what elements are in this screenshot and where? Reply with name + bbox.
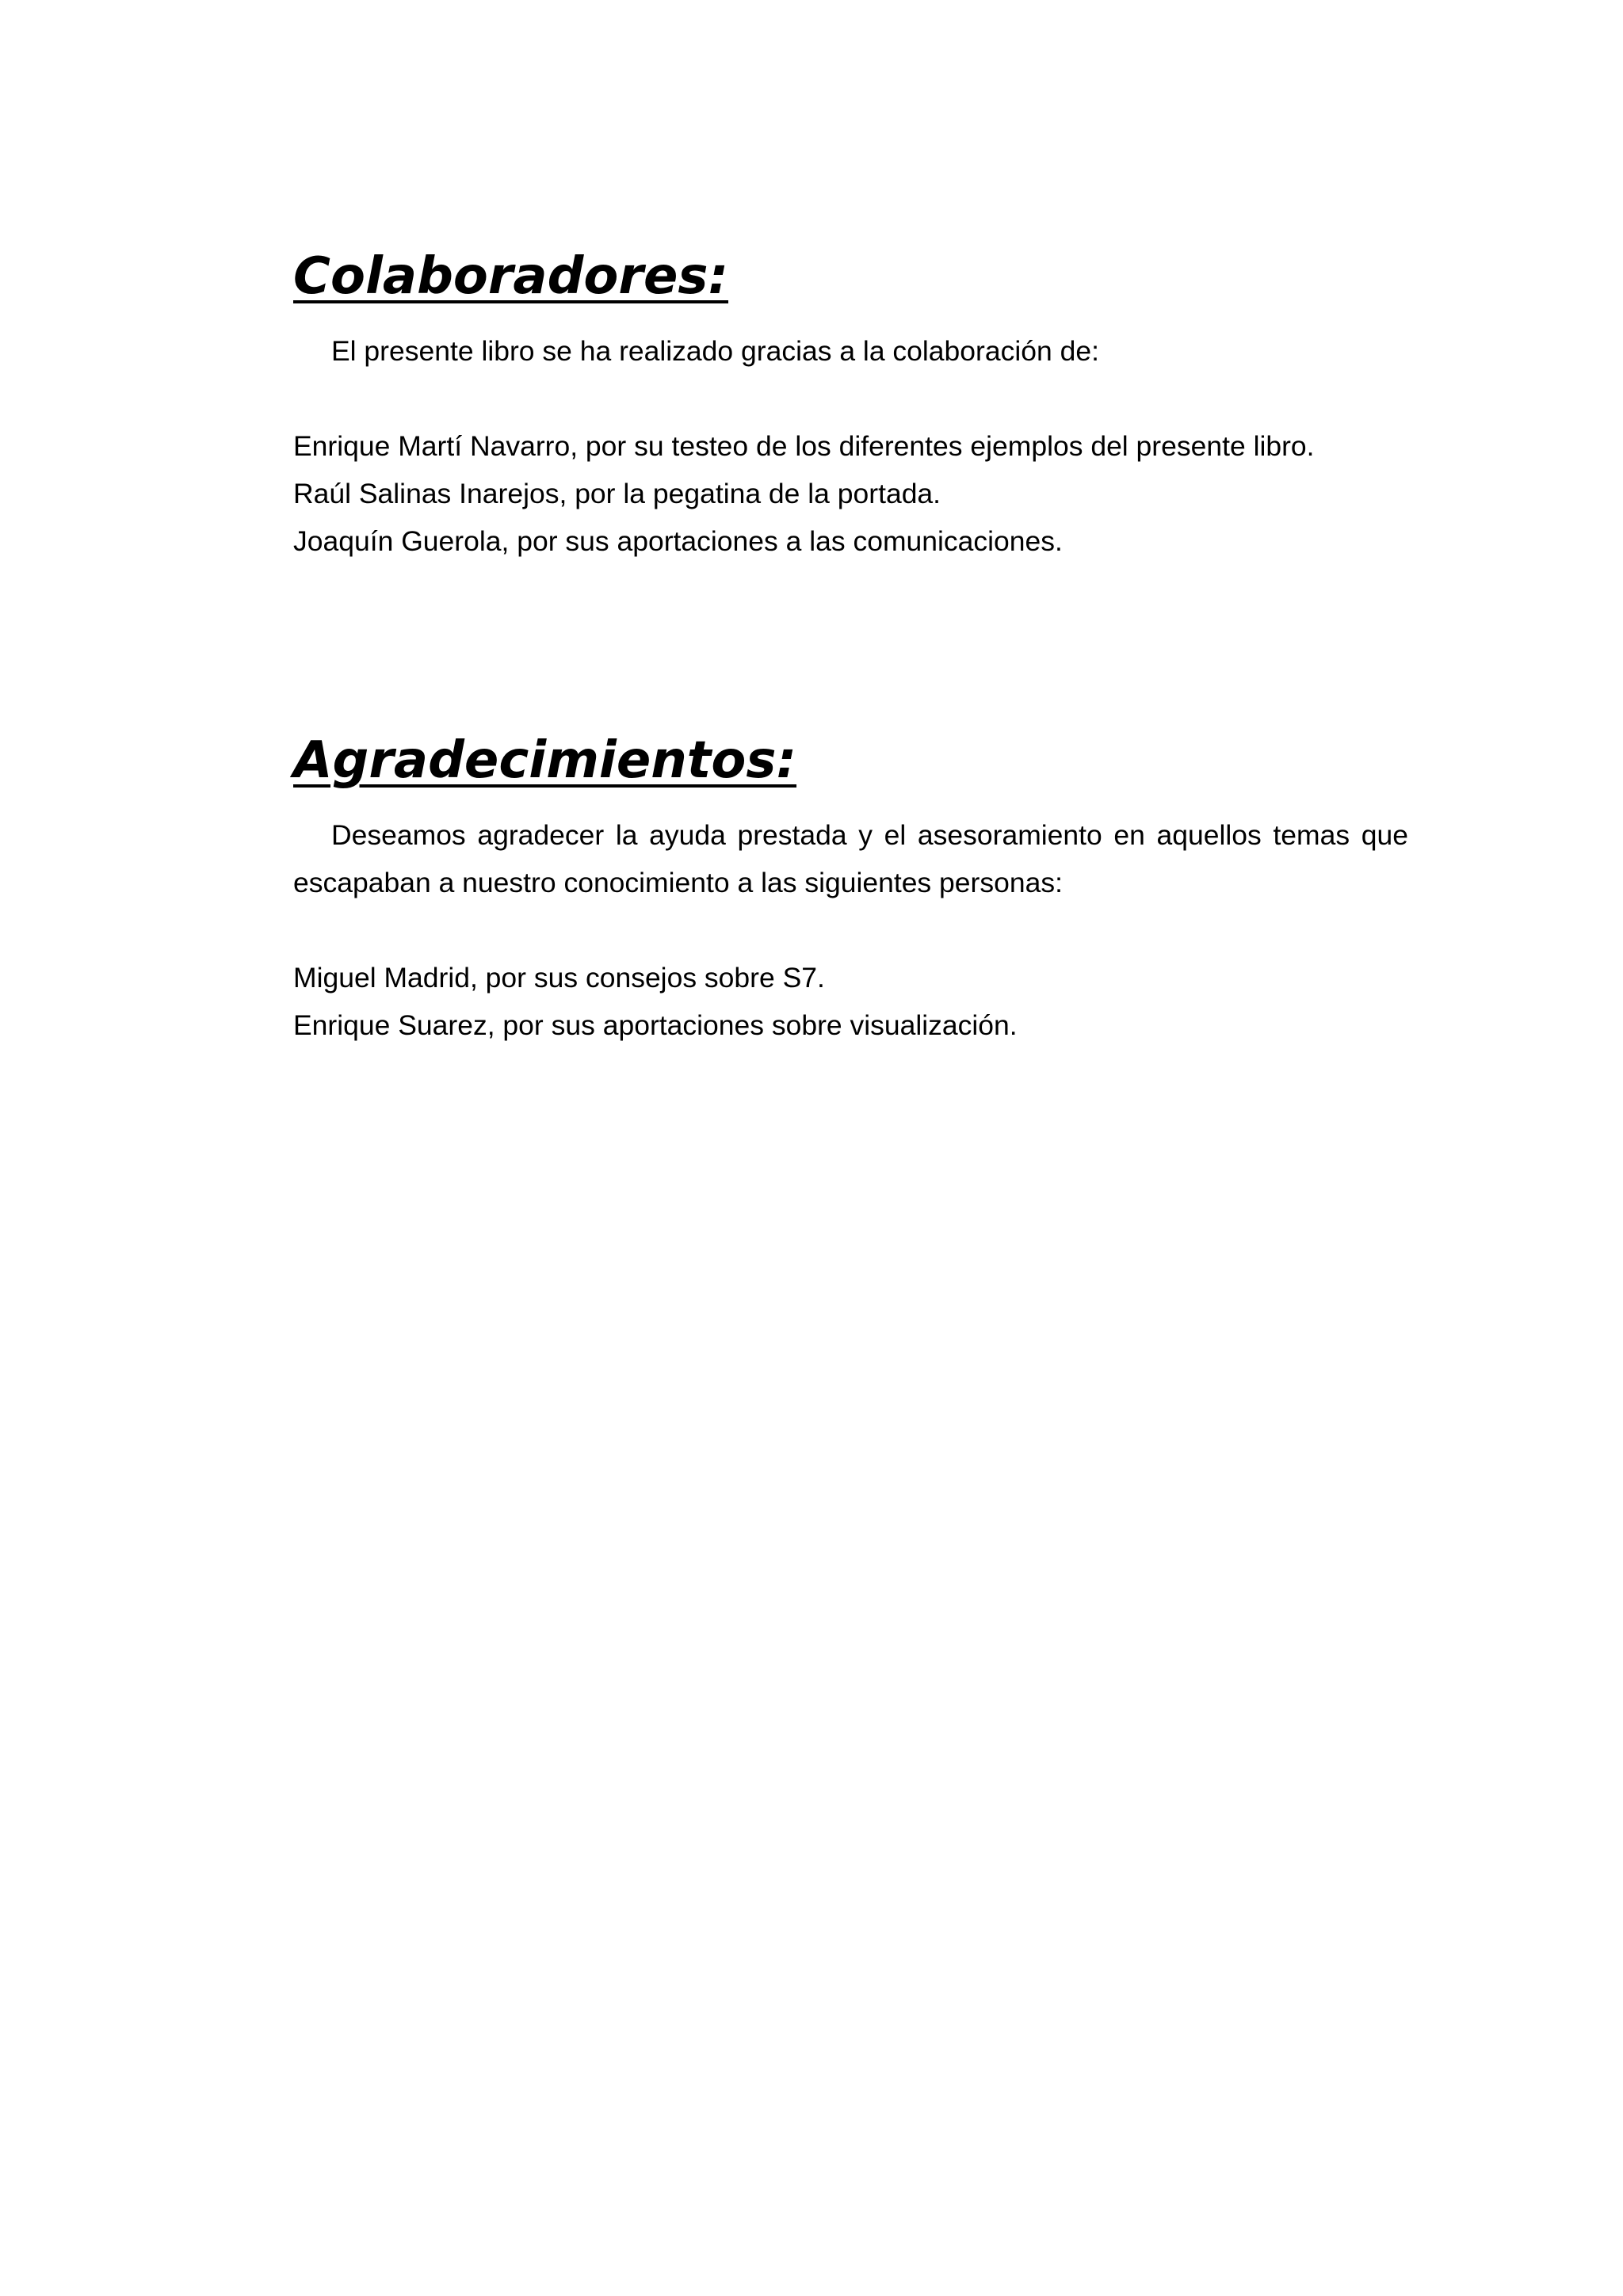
agradecimiento-item: Miguel Madrid, por sus consejos sobre S7. (293, 962, 825, 994)
agradecimientos-list (293, 954, 1408, 1049)
colaborador-item: Raúl Salinas Inarejos, por la pegatina de la portada. (293, 478, 941, 509)
colaborador-item: Enrique Martí Navarro, por su testeo de los diferentes ejemplos del presente libro. (293, 430, 1315, 462)
colaboradores-section (293, 240, 1408, 565)
colaboradores-intro: El presente libro se ha realizado gracias a la colaboración de: (331, 335, 1099, 367)
colaboradores-list (293, 422, 1408, 565)
agradecimiento-item: Enrique Suarez, por sus aportaciones sobre visualización. (293, 1009, 1018, 1041)
colaboradores-heading: Colaboradores: (293, 247, 729, 306)
agradecimientos-section (293, 724, 1408, 1049)
agradecimientos-intro: Deseamos agradecer la ayuda prestada y el asesoramiento en aquellos temas que escapaban a nuestro conocimiento a las siguientes personas: (293, 819, 1408, 898)
colaborador-item: Joaquín Guerola, por sus aportaciones a las comunicaciones. (293, 525, 1063, 557)
agradecimientos-heading: Agradecimientos: (293, 731, 797, 790)
